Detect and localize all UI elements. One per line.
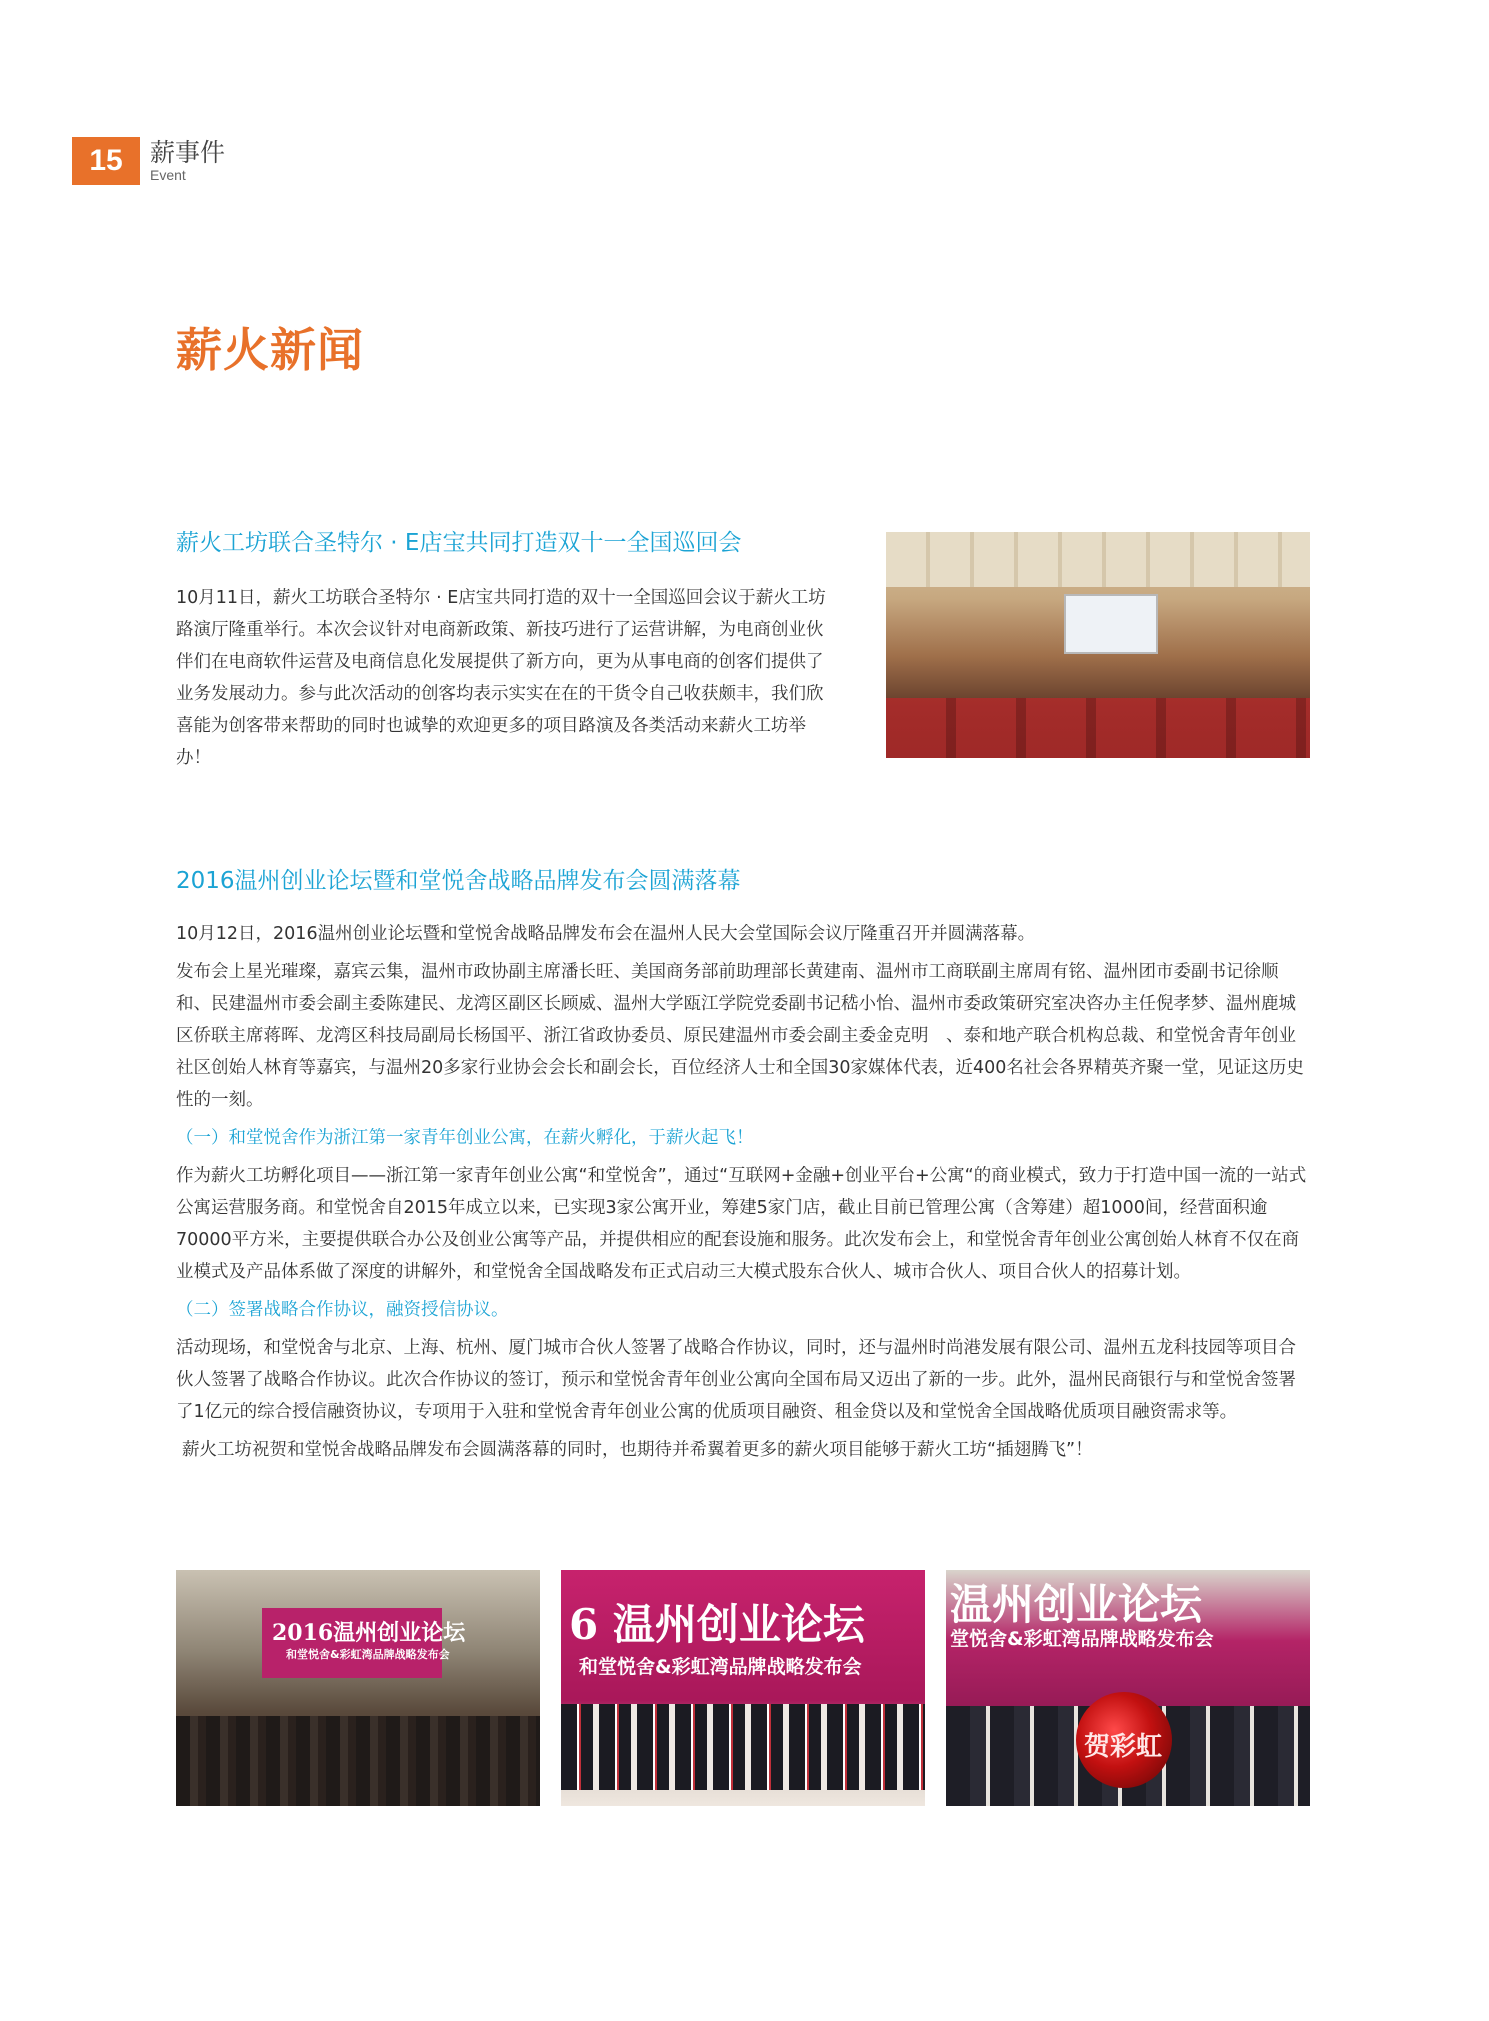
section-title-en: Event (150, 167, 186, 183)
photo3-banner-text: 温州创业论坛 (950, 1580, 1203, 1629)
article2-paragraph-1: 10月12日，2016温州创业论坛暨和堂悦舍战略品牌发布会在温州人民大会堂国际会议厅隆重召开并圆满落幕。 (176, 924, 1036, 944)
launch-ceremony-photo (946, 1570, 1310, 1806)
photo1-banner-subtext: 和堂悦舍&彩虹湾品牌战略发布会 (286, 1648, 450, 1661)
article1-title: 薪火工坊联合圣特尔 · E店宝共同打造双十一全国巡回会 (176, 530, 742, 556)
guests-row (561, 1704, 925, 1790)
main-title: 薪火新闻 (176, 323, 364, 377)
article2-subheading-1: （一）和堂悦舍作为浙江第一家青年创业公寓，在薪火孵化，于薪火起飞！ (176, 1128, 754, 1148)
event-photo-row (176, 1570, 1310, 1806)
stage-group-photo (561, 1570, 925, 1806)
article1-body: 10月11日，薪火工坊联合圣特尔 · E店宝共同打造的双十一全国巡回会议于薪火工坊路演厅隆重举行。本次会议针对电商新政策、新技巧进行了运营讲解，为电商创业伙伴们在电商软件运营及电商信息化发展提供了新方向，更为从事电商的创客们提供了业务发展动力。参与此次活动的创客均表示实实在在的干货令自己收获颇丰，我们欣喜能为创客带来帮助的同时也诚挚的欢迎更多的项目路演及各类活动来薪火工坊举办！ (176, 588, 826, 768)
article2-title: 2016温州创业论坛暨和堂悦舍战略品牌发布会圆满落幕 (176, 868, 741, 894)
page-header (72, 137, 225, 185)
photo2-banner-text: 6 温州创业论坛 (569, 1600, 865, 1649)
photo-ceiling (886, 532, 1310, 587)
article2-paragraph-4: 活动现场，和堂悦舍与北京、上海、杭州、厦门城市合伙人签署了战略合作协议，同时，还与温州时尚港发展有限公司、温州五龙科技园等项目合伙人签署了战略合作协议。此次合作协议的签订，预示和堂悦舍青年创业公寓向全国布局又迈出了新的一步。此外，温州民商银行与和堂悦舍签署了1亿元的综合授信融资协议，专项用于入驻和堂悦舍青年创业公寓的优质项目融资、租金贷以及和堂悦舍全国战略优质项目融资需求等。 (176, 1338, 1296, 1422)
article2-paragraph-2: 发布会上星光璀璨，嘉宾云集，温州市政协副主席潘长旺、美国商务部前助理部长黄建南、温州市工商联副主席周有铭、温州团市委副书记徐顺和、民建温州市委会副主委陈建民、龙湾区副区长顾威、温州大学瓯江学院党委副书记嵇小怡、温州市委政策研究室决咨办主任倪孝梦、温州鹿城区侨联主席蒋晖、龙湾区科技局副局长杨国平、浙江省政协委员、原民建温州市委会副主委金克明 、泰和地产联合机构总裁、和堂悦舍青年创业社区创始人林育等嘉宾，与温州20多家行业协会会长和副会长，百位经济人士和全国30家媒体代表，近400名社会各界精英齐聚一堂，见证这历史性的一刻。 (176, 962, 1304, 1110)
forum-hall-photo (176, 1570, 540, 1806)
section-title-zh: 薪事件 (150, 138, 226, 167)
photo-tables (886, 698, 1310, 758)
article2-subheading-2: （二）签署战略合作协议，融资授信协议。 (176, 1300, 509, 1320)
photo1-banner-text: 2016温州创业论坛 (272, 1620, 466, 1646)
meeting-photo (886, 532, 1310, 758)
photo3-banner-subtext: 堂悦舍&彩虹湾品牌战略发布会 (950, 1628, 1214, 1650)
projector-screen (1064, 594, 1158, 654)
photo2-banner-subtext: 和堂悦舍&彩虹湾品牌战略发布会 (579, 1656, 862, 1678)
section-label (150, 139, 225, 183)
article2-closing: 薪火工坊祝贺和堂悦舍战略品牌发布会圆满落幕的同时，也期待并希翼着更多的薪火项目能够于薪火工坊“插翅腾飞”！ (182, 1440, 1093, 1460)
page-number: 15 (72, 137, 140, 185)
article2-paragraph-3: 作为薪火工坊孵化项目——浙江第一家青年创业公寓“和堂悦舍”，通过“互联网+金融+创业平台+公寓“的商业模式，致力于打造中国一流的一站式公寓运营服务商。和堂悦舍自2015年成立以来，已实现3家公寓开业，筹建5家门店，截止目前已管理公寓（含筹建）超1000间，经营面积逾70000平方米，主要提供联合办公及创业公寓等产品，并提供相应的配套设施和服务。此次发布会上，和堂悦舍青年创业公寓创始人林育不仅在商业模式及产品体系做了深度的讲解外，和堂悦舍全国战略发布正式启动三大模式股东合伙人、城市合伙人、项目合伙人的招募计划。 (176, 1166, 1307, 1282)
article2-body (176, 918, 1310, 1472)
launch-ball-text: 贺彩虹 (1084, 1732, 1163, 1762)
audience (176, 1716, 540, 1806)
